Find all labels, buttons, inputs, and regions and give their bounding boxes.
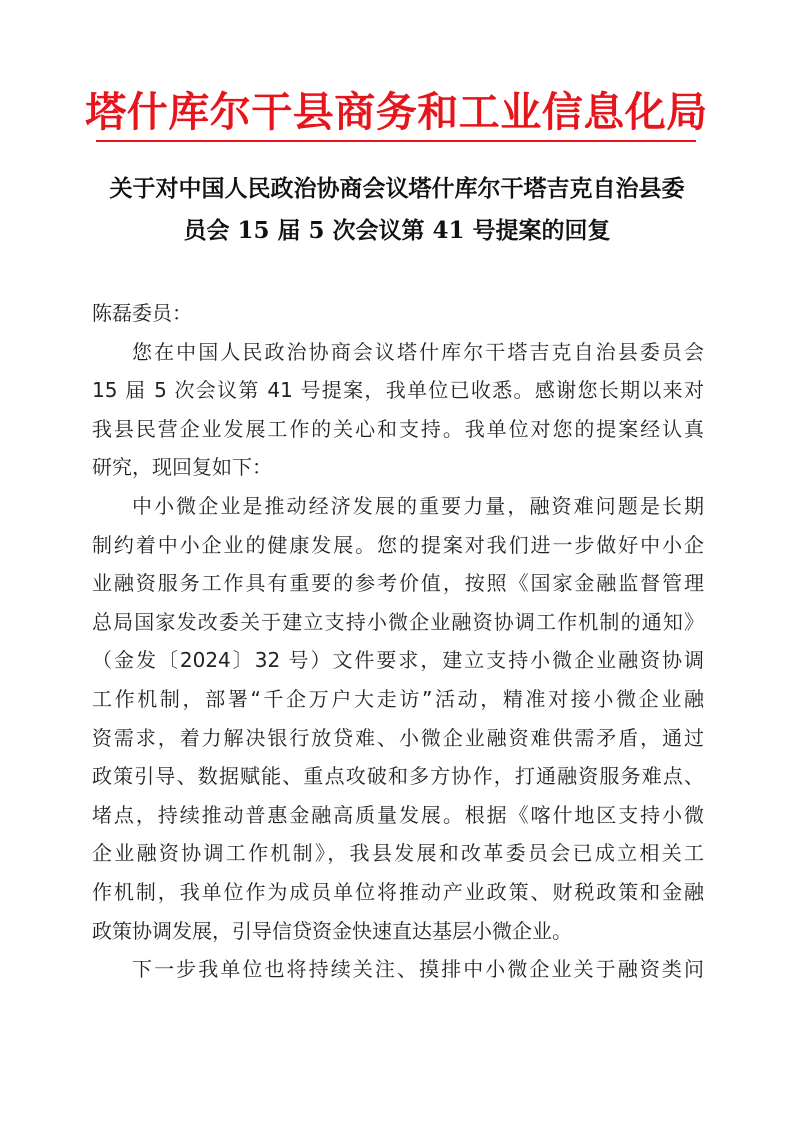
paragraph-line: 制约着中小企业的健康发展。您的提案对我们进一步做好中小企 (92, 532, 704, 557)
paragraph-line: 您在中国人民政治协商会议塔什库尔干塔吉克自治县委员会 (132, 339, 704, 364)
paragraph-line: 研究，现回复如下： (92, 455, 272, 480)
title-line-2: 员会 15 届 5 次会议第 41 号提案的回复 (183, 217, 611, 244)
paragraph-line: 政策引导、数据赋能、重点攻破和多方协作，打通融资服务难点、 (92, 764, 704, 789)
document-body (92, 294, 704, 989)
paragraph-line: 政策协调发展，引导信贷资金快速直达基层小微企业。 (92, 918, 572, 943)
paragraph-line: 堵点，持续推动普惠金融高质量发展。根据《喀什地区支持小微 (92, 802, 704, 827)
paragraph-line: 作机制，我单位作为成员单位将推动产业政策、财税政策和金融 (92, 879, 704, 904)
paragraph-3 (92, 950, 704, 989)
paragraph-line: 总局国家发改委关于建立支持小微企业融资协调工作机制的通知》 (92, 609, 704, 634)
salutation: 陈磊委员： (92, 301, 192, 325)
paragraph-line: 企业融资协调工作机制》，我县发展和改革委员会已成立相关工 (92, 841, 704, 866)
paragraph-line: 资需求，着力解决银行放贷难、小微企业融资难供需矛盾，通过 (92, 725, 704, 750)
paragraph-line: 15 届 5 次会议第 41 号提案，我单位已收悉。感谢您长期以来对 (92, 378, 704, 403)
paragraph-2 (92, 487, 704, 950)
paragraph-1 (92, 333, 704, 487)
paragraph-line: 工作机制，部署“千企万户大走访”活动，精准对接小微企业融 (92, 686, 704, 711)
paragraph-line: 我县民营企业发展工作的关心和支持。我单位对您的提案经认真 (92, 416, 704, 441)
paragraph-line: 业融资服务工作具有重要的参考价值，按照《国家金融监督管理 (92, 571, 704, 596)
title-line-1: 关于对中国人民政治协商会议塔什库尔干塔吉克自治县委 (109, 175, 685, 202)
organization-header: 塔什库尔干县商务和工业信息化局 (85, 88, 708, 136)
paragraph-line: 下一步我单位也将持续关注、摸排中小微企业关于融资类问 (132, 957, 704, 982)
document-title (72, 168, 722, 252)
header-red-rule (96, 140, 696, 142)
paragraph-line: 中小微企业是推动经济发展的重要力量，融资难问题是长期 (132, 493, 704, 518)
paragraph-line: （金发〔2024〕32 号）文件要求，建立支持小微企业融资协调 (92, 648, 704, 673)
